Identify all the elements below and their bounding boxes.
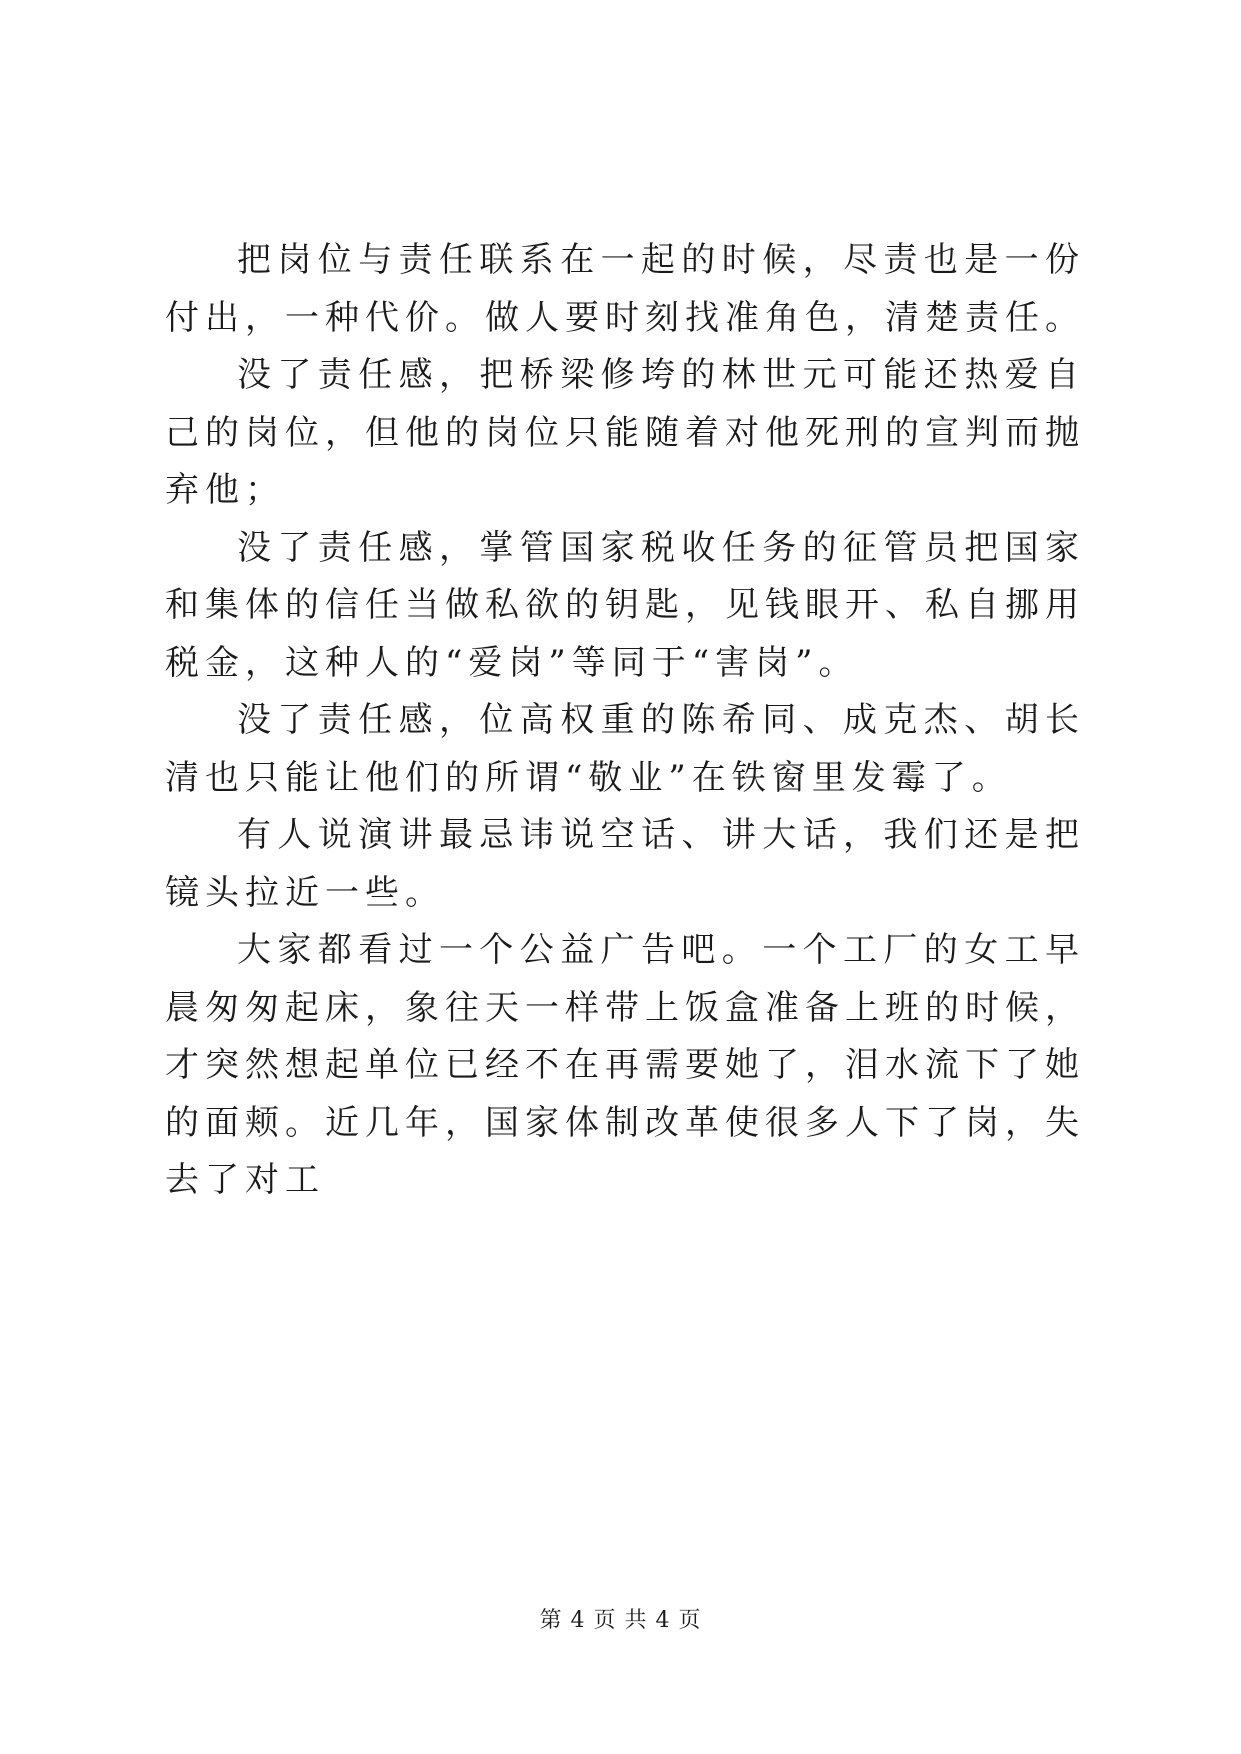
paragraph-3: 没了责任感，掌管国家税收任务的征管员把国家和集体的信任当做私欲的钥匙，见钱眼开、私自挪用税金，这种人的“爱岗”等同于“害岗”。 (165, 527, 1085, 683)
document-body (165, 232, 1085, 1210)
paragraph-5: 有人说演讲最忌讳说空话、讲大话，我们还是把镜头拉近一些。 (165, 815, 1085, 913)
paragraph-6: 大家都看过一个公益广告吧。一个工厂的女工早晨匆匆起床，象往天一样带上饭盒准备上班的时候，才突然想起单位已经不在再需要她了，泪水流下了她的面颊。近几年，国家体制改革使很多人下了岗，失去了对工 (165, 930, 1085, 1200)
page-footer: 第 4 页 共 4 页 (539, 1608, 702, 1633)
paragraph-2: 没了责任感，把桥梁修垮的林世元可能还热爱自己的岗位，但他的岗位只能随着对他死刑的宣判而抛弃他； (165, 355, 1085, 510)
paragraph-4: 没了责任感，位高权重的陈希同、成克杰、胡长清也只能让他们的所谓“敬业”在铁窗里发霉了。 (165, 700, 1085, 798)
paragraph-1: 把岗位与责任联系在一起的时候，尽责也是一份付出，一种代价。做人要时刻找准角色，清楚责任。 (165, 240, 1085, 338)
